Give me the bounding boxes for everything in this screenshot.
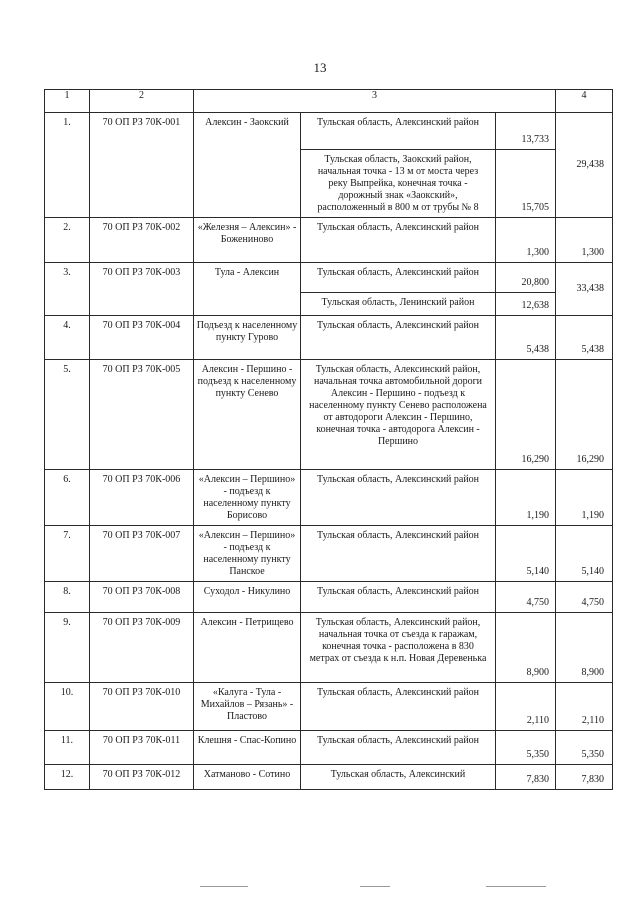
- row-number: 4.: [45, 316, 90, 360]
- segment-description: Тульская область, Алексинский район: [301, 218, 496, 263]
- table-row: [45, 613, 613, 683]
- segment-description: Тульская область, Алексинский район: [301, 526, 496, 582]
- segment-length: 15,705: [496, 150, 556, 218]
- segment-length: 20,800: [496, 263, 556, 293]
- table-row: [45, 470, 613, 526]
- scan-artifact: [200, 886, 248, 887]
- table-row: [45, 683, 613, 731]
- segment-length: 16,290: [496, 360, 556, 470]
- road-code: 70 ОП РЗ 70К-003: [90, 263, 194, 316]
- row-number: 7.: [45, 526, 90, 582]
- road-total-length: 4,750: [556, 582, 613, 613]
- segment-length: 4,750: [496, 582, 556, 613]
- road-name: Алексин - Заокский: [194, 113, 301, 218]
- table-header-row: [45, 90, 613, 113]
- header-cell-4: 4: [556, 90, 613, 113]
- table-row: [45, 218, 613, 263]
- segment-description: Тульская область, Алексинский район: [301, 470, 496, 526]
- scan-artifact: [486, 886, 546, 887]
- segment-length: 2,110: [496, 683, 556, 731]
- table-row: [45, 731, 613, 765]
- road-total-length: 8,900: [556, 613, 613, 683]
- segment-length: 5,350: [496, 731, 556, 765]
- segment-description: Тульская область, Алексинский район: [301, 113, 496, 150]
- segment-length: 1,300: [496, 218, 556, 263]
- table-row: [45, 765, 613, 790]
- road-code: 70 ОП РЗ 70К-008: [90, 582, 194, 613]
- road-name: Алексин - Першино - подъезд к населенному пункту Сенево: [194, 360, 301, 470]
- road-total-length: 29,438: [556, 113, 613, 218]
- segment-length: 12,638: [496, 293, 556, 316]
- table-row: [45, 360, 613, 470]
- road-total-length: 16,290: [556, 360, 613, 470]
- table-row: [45, 113, 613, 150]
- row-number: 5.: [45, 360, 90, 470]
- road-name: Клешня - Спас-Копино: [194, 731, 301, 765]
- row-number: 6.: [45, 470, 90, 526]
- road-total-length: 2,110: [556, 683, 613, 731]
- road-total-length: 7,830: [556, 765, 613, 790]
- road-code: 70 ОП РЗ 70К-005: [90, 360, 194, 470]
- row-number: 12.: [45, 765, 90, 790]
- road-code: 70 ОП РЗ 70К-011: [90, 731, 194, 765]
- road-name: Суходол - Никулино: [194, 582, 301, 613]
- road-total-length: 5,438: [556, 316, 613, 360]
- road-total-length: 33,438: [556, 263, 613, 316]
- road-code: 70 ОП РЗ 70К-010: [90, 683, 194, 731]
- road-name: Подъезд к населенному пункту Гурово: [194, 316, 301, 360]
- road-code: 70 ОП РЗ 70К-012: [90, 765, 194, 790]
- row-number: 10.: [45, 683, 90, 731]
- road-name: Хатманово - Сотино: [194, 765, 301, 790]
- road-code: 70 ОП РЗ 70К-007: [90, 526, 194, 582]
- roads-table: [44, 89, 613, 790]
- road-name: «Алексин – Першино» - подъезд к населенному пункту Борисово: [194, 470, 301, 526]
- road-name: «Алексин – Першино» - подъезд к населенному пункту Панское: [194, 526, 301, 582]
- road-total-length: 1,190: [556, 470, 613, 526]
- table-row: [45, 316, 613, 360]
- header-cell-2: 2: [90, 90, 194, 113]
- road-total-length: 5,140: [556, 526, 613, 582]
- row-number: 8.: [45, 582, 90, 613]
- road-name: «Железня – Алексин» - Божениново: [194, 218, 301, 263]
- table-row: [45, 263, 613, 293]
- segment-description: Тульская область, Алексинский район, начальная точка от съезда к гаражам, конечная точка - расположена в 830 метрах от съезда к н.п. Новая Деревенька: [301, 613, 496, 683]
- table-row: [45, 582, 613, 613]
- segment-length: 13,733: [496, 113, 556, 150]
- road-code: 70 ОП РЗ 70К-001: [90, 113, 194, 218]
- segment-length: 7,830: [496, 765, 556, 790]
- road-total-length: 5,350: [556, 731, 613, 765]
- segment-description: Тульская область, Алексинский район: [301, 731, 496, 765]
- road-code: 70 ОП РЗ 70К-002: [90, 218, 194, 263]
- header-cell-1: 1: [45, 90, 90, 113]
- header-cell-3: 3: [194, 90, 556, 113]
- segment-description: Тульская область, Алексинский район: [301, 316, 496, 360]
- segment-description: Тульская область, Заокский район, начальная точка - 13 м от моста через реку Выпрейка, конечная точка - дорожный знак «Заокский», расположенный в 800 м от трубы № 8: [301, 150, 496, 218]
- road-code: 70 ОП РЗ 70К-006: [90, 470, 194, 526]
- scan-artifact: [360, 886, 390, 887]
- page-number: 13: [313, 60, 327, 75]
- road-total-length: 1,300: [556, 218, 613, 263]
- road-code: 70 ОП РЗ 70К-004: [90, 316, 194, 360]
- segment-description: Тульская область, Алексинский: [301, 765, 496, 790]
- road-name: «Калуга - Тула - Михайлов – Рязань» - Пластово: [194, 683, 301, 731]
- road-name: Тула - Алексин: [194, 263, 301, 316]
- segment-description: Тульская область, Алексинский район: [301, 263, 496, 293]
- road-code: 70 ОП РЗ 70К-009: [90, 613, 194, 683]
- row-number: 9.: [45, 613, 90, 683]
- road-name: Алексин - Петрищево: [194, 613, 301, 683]
- row-number: 11.: [45, 731, 90, 765]
- segment-length: 1,190: [496, 470, 556, 526]
- segment-length: 8,900: [496, 613, 556, 683]
- segment-description: Тульская область, Алексинский район: [301, 582, 496, 613]
- segment-length: 5,140: [496, 526, 556, 582]
- table-row: [45, 526, 613, 582]
- segment-description: Тульская область, Алексинский район: [301, 683, 496, 731]
- segment-description: Тульская область, Алексинский район, начальная точка автомобильной дороги Алексин - Першино - подъезд к населенному пункту Сенево расположена от автодороги Алексин - Першино, конечная точка - автодорога Алексин - Першино: [301, 360, 496, 470]
- segment-description: Тульская область, Ленинский район: [301, 293, 496, 316]
- segment-length: 5,438: [496, 316, 556, 360]
- row-number: 2.: [45, 218, 90, 263]
- row-number: 3.: [45, 263, 90, 316]
- row-number: 1.: [45, 113, 90, 218]
